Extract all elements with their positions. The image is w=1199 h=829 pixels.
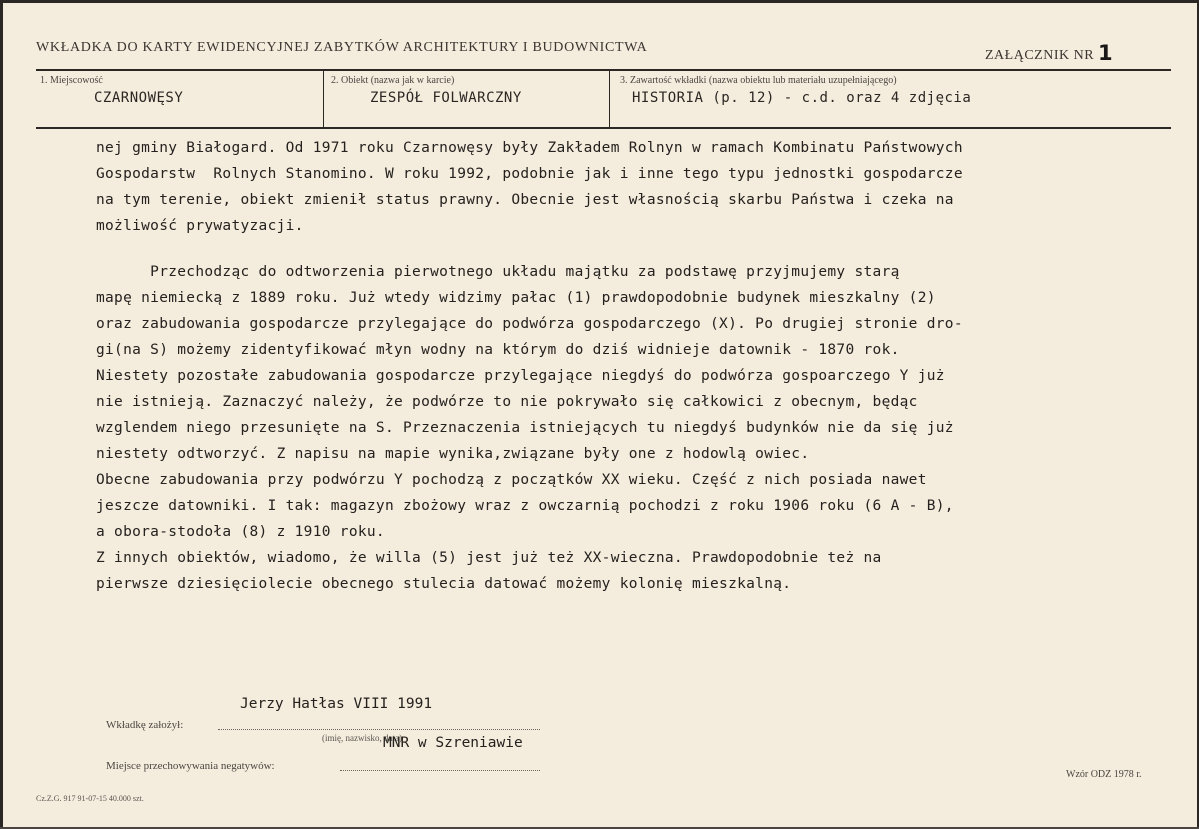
frame-top-border bbox=[0, 0, 1199, 3]
text-line: nie istnieją. Zaznaczyć należy, że podwórze to nie pokrywało się całkowici z obecnym, będąc bbox=[96, 394, 918, 410]
storage-label: Miejsce przechowywania negatywów: bbox=[106, 760, 275, 772]
text-line: jeszcze datowniki. I tak: magazyn zbożowy wraz z owczarnią pochodzi z roku 1906 roku (6 A - B), bbox=[96, 498, 954, 514]
text-line: wzglendem niego przesunięte na S. Przeznaczenia istniejących tu niegdyś budynków nie da się już bbox=[96, 420, 954, 436]
header-rule-top bbox=[36, 69, 1171, 71]
content-label: 3. Zawartość wkładki (nazwa obiektu lub materiału uzupełniającego) bbox=[620, 75, 897, 86]
print-code: Cz.Z.G. 917 91-07-15 40.000 szt. bbox=[36, 794, 144, 803]
text-line: Z innych obiektów, wiadomo, że willa (5) jest już też XX-wieczna. Prawdopodobnie też na bbox=[96, 550, 882, 566]
paragraph-gap bbox=[96, 239, 1056, 259]
text-line: na tym terenie, obiekt zmienił status prawny. Obecnie jest własnością skarbu Państwa i czeka na bbox=[96, 192, 954, 208]
text-line: Gospodarstw Rolnych Stanomino. W roku 1992, podobnie jak i inne tego typu jednostki gospodarcze bbox=[96, 166, 963, 182]
text-line: nej gminy Białogard. Od 1971 roku Czarnowęsy były Zakładem Rolnyn w ramach Kombinatu Państwowych bbox=[96, 140, 963, 156]
text-line: pierwsze dziesięciolecie obecnego stulecia datować możemy kolonię mieszkalną. bbox=[96, 576, 792, 592]
text-line: gi(na S) możemy zidentyfikować młyn wodny na którym do dziś widnieje datownik - 1870 rok. bbox=[96, 342, 900, 358]
frame-left-border bbox=[0, 0, 3, 829]
form-model: Wzór ODZ 1978 r. bbox=[1066, 769, 1142, 780]
text-line: możliwość prywatyzacji. bbox=[96, 218, 304, 234]
storage-value: MNR w Szreniawie bbox=[383, 735, 523, 751]
creator-label: Wkładkę założył: bbox=[106, 719, 184, 731]
annex-number: 1 bbox=[1098, 41, 1114, 65]
text-line: a obora-stodoła (8) z 1910 roku. bbox=[96, 524, 385, 540]
form-title: WKŁADKA DO KARTY EWIDENCYJNEJ ZABYTKÓW ARCHITEKTURY I BUDOWNICTWA bbox=[36, 40, 648, 55]
text-line: Niestety pozostałe zabudowania gospodarcze przylegające niegdyś do podwórza gospoarczego Y już bbox=[96, 368, 945, 384]
text-line: oraz zabudowania gospodarcze przylegające do podwórza gospodarczego (X). Po drugiej stronie dro- bbox=[96, 316, 963, 332]
field-divider bbox=[323, 71, 324, 127]
locality-value: CZARNOWĘSY bbox=[94, 90, 184, 106]
locality-label: 1. Miejscowość bbox=[40, 75, 103, 86]
object-label: 2. Obiekt (nazwa jak w karcie) bbox=[331, 75, 455, 86]
text-line: Obecne zabudowania przy podwórzu Y pochodzą z początków XX wieku. Część z nich posiada nawet bbox=[96, 472, 927, 488]
annex-heading bbox=[985, 40, 1113, 64]
field-divider bbox=[609, 71, 610, 127]
text-line: mapę niemiecką z 1889 roku. Już wtedy widzimy pałac (1) prawdopodobnie budynek mieszkalny (2) bbox=[96, 290, 936, 306]
content-value: HISTORIA (p. 12) - c.d. oraz 4 zdjęcia bbox=[632, 90, 972, 106]
creator-hint: (imię, nazwisko, data) bbox=[322, 733, 402, 743]
object-value: ZESPÓŁ FOLWARCZNY bbox=[370, 90, 522, 106]
annex-label: ZAŁĄCZNIK NR bbox=[985, 48, 1095, 63]
header-rule-bottom bbox=[36, 127, 1171, 129]
storage-dotted-line bbox=[340, 770, 540, 771]
author-signature: Jerzy Hatłas VIII 1991 bbox=[240, 696, 433, 712]
text-line: Przechodząc do odtworzenia pierwotnego układu majątku za podstawę przyjmujemy starą bbox=[96, 264, 900, 280]
text-line: niestety odtworzyć. Z napisu na mapie wynika,związane były one z hodowlą owiec. bbox=[96, 446, 810, 462]
history-text bbox=[96, 135, 1056, 597]
creator-dotted-line bbox=[218, 729, 540, 730]
